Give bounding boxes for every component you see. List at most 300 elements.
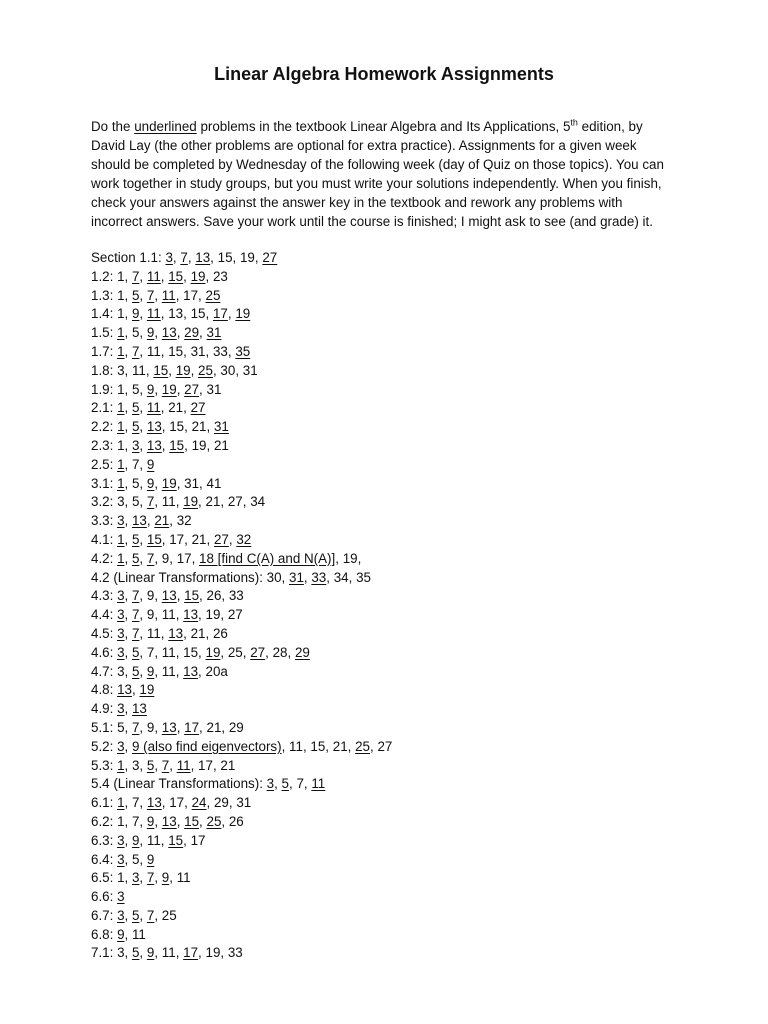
section-label: 5.4 (Linear Transformations): — [91, 776, 267, 792]
section-label: 6.7: — [91, 907, 118, 923]
assignment-row: Section 1.1: 3, 7, 13, 15, 19, 27 — [91, 250, 278, 265]
optional-problem: 26 — [206, 588, 222, 604]
optional-problem: 5 — [131, 325, 140, 341]
required-problem: 7 — [146, 870, 155, 886]
required-problem: 1 — [117, 325, 125, 341]
optional-problem: 29 — [228, 719, 244, 735]
intro-text: Do the — [91, 119, 135, 134]
assignment-row: 1.7: 1, 7, 11, 15, 31, 33, 35 — [91, 343, 251, 359]
required-problem: 7 — [131, 343, 140, 359]
optional-problem: 41 — [206, 475, 222, 491]
optional-problem: 7 — [131, 456, 140, 472]
assignment-row: 4.9: 3, 13 — [91, 701, 147, 717]
required-problem: 13 — [146, 795, 162, 811]
optional-problem: 23 — [212, 268, 228, 284]
intro-text: work together in study groups, but you must write your solutions independently. When you finish, — [91, 176, 662, 191]
required-problem: 7 — [146, 287, 155, 303]
required-problem: 17 — [184, 719, 200, 735]
optional-problem: 21 — [220, 757, 236, 773]
section-label: 4.3: — [91, 588, 118, 604]
required-problem: 3 — [117, 738, 125, 754]
required-problem: 9 (also find eigenvectors) — [131, 738, 282, 754]
required-problem: 19 — [190, 268, 206, 284]
required-problem: 19 — [139, 682, 155, 698]
required-problem: 15 — [184, 813, 200, 829]
optional-problem: 27 — [377, 738, 393, 754]
optional-problem: 1 — [117, 287, 125, 303]
required-problem: 15 — [168, 268, 184, 284]
section-label: 5.2: — [91, 738, 118, 754]
assignment-row: 6.4: 3, 5, 9 — [91, 851, 155, 867]
required-problem: 9 — [161, 870, 170, 886]
section-label: 4.4: — [91, 607, 118, 623]
optional-problem: 19 — [342, 550, 358, 566]
required-problem: 27 — [184, 381, 200, 397]
optional-problem: 19 — [191, 437, 207, 453]
optional-problem: 21 — [205, 494, 221, 510]
section-label: 3.1: — [91, 475, 118, 491]
optional-problem: 17 — [190, 832, 206, 848]
required-problem: 13 — [183, 607, 199, 623]
optional-problem: 11 — [146, 832, 161, 848]
optional-problem: 9 — [161, 550, 170, 566]
section-label: 1.4: — [91, 306, 118, 322]
required-problem: 7 — [161, 757, 170, 773]
required-problem: 15 — [168, 832, 184, 848]
section-label: 5.1: — [91, 719, 118, 735]
required-problem: 18 [find C(A) and N(A)] — [199, 550, 336, 566]
required-problem: 7 — [131, 625, 140, 641]
required-problem: 11 — [146, 400, 161, 416]
required-problem: 3 — [266, 776, 275, 792]
required-problem: 5 — [131, 907, 140, 923]
assignment-row: 2.1: 1, 5, 11, 21, 27 — [91, 400, 206, 416]
section-label: 4.2: — [91, 550, 118, 566]
required-problem: 5 — [131, 531, 140, 547]
section-label: 4.8: — [91, 682, 118, 698]
required-problem: 11 — [161, 287, 176, 303]
section-label: 4.2 (Linear Transformations): — [91, 569, 267, 585]
optional-problem: 15 — [190, 306, 206, 322]
required-problem: 3 — [117, 644, 125, 660]
optional-problem: 19 — [239, 250, 255, 265]
required-problem: 1 — [117, 531, 125, 547]
assignment-row: 5.2: 3, 9 (also find eigenvectors), 11, 15, 21, 25, 27 — [91, 738, 393, 754]
intro-text: David Lay (the other problems are optional for extra practice). Assignments for a given week — [91, 138, 637, 153]
required-problem: 5 — [131, 287, 140, 303]
required-problem: 7 — [180, 250, 188, 265]
intro-text: check your answers against the answer key in the textbook and rework any problems with — [91, 195, 623, 210]
required-problem: 25 — [205, 287, 221, 303]
optional-problem: 15 — [169, 419, 185, 435]
required-problem: 9 — [131, 832, 140, 848]
required-problem: 3 — [131, 437, 140, 453]
optional-problem: 17 — [169, 795, 185, 811]
required-problem: 31 — [289, 569, 304, 585]
section-label: 1.5: — [91, 325, 118, 341]
required-problem: 1 — [117, 550, 125, 566]
required-problem: 15 — [146, 531, 162, 547]
assignment-row: 5.4 (Linear Transformations): 3, 5, 7, 11 — [91, 776, 326, 792]
required-problem: 13 — [131, 701, 147, 717]
optional-problem: 1 — [117, 268, 125, 284]
required-problem: 13 — [168, 625, 184, 641]
required-problem: 13 — [195, 250, 211, 265]
optional-problem: 5 — [131, 851, 140, 867]
required-problem: 19 — [161, 475, 177, 491]
assignment-row: 1.8: 3, 11, 15, 19, 25, 30, 31 — [91, 362, 258, 378]
intro-text: incorrect answers. Save your work until the course is finished; I might ask to see (and grade) it. — [91, 214, 653, 229]
required-problem: 15 — [169, 437, 185, 453]
section-label: 6.8: — [91, 926, 118, 942]
optional-problem: 11 — [289, 738, 303, 754]
optional-problem: 27 — [227, 607, 243, 623]
required-problem: 25 — [355, 738, 371, 754]
assignment-row: 6.8: 9, 11 — [91, 926, 146, 942]
section-label: 1.9: — [91, 381, 118, 397]
required-problem: 11 — [146, 306, 161, 322]
assignment-row: 2.5: 1, 7, 9 — [91, 456, 155, 472]
required-problem: 27 — [250, 644, 266, 660]
required-problem: 3 — [117, 907, 125, 923]
required-problem: 7 — [146, 494, 155, 510]
optional-problem: 11 — [161, 644, 176, 660]
section-label: 4.9: — [91, 701, 118, 717]
optional-problem: 11 — [131, 362, 146, 378]
required-problem: 1 — [117, 343, 125, 359]
optional-problem: 1 — [117, 381, 125, 397]
assignment-row: 6.5: 1, 3, 7, 9, 11 — [91, 870, 191, 886]
optional-problem: 3 — [117, 663, 125, 679]
assignment-row: 6.1: 1, 7, 13, 17, 24, 29, 31 — [91, 795, 252, 811]
assignment-row: 1.4: 1, 9, 11, 13, 15, 17, 19 — [91, 306, 251, 322]
section-label: 2.3: — [91, 437, 118, 453]
required-problem: 32 — [236, 531, 252, 547]
optional-problem: 3 — [117, 945, 125, 961]
required-problem: 5 — [131, 663, 140, 679]
optional-problem: 5 — [131, 475, 140, 491]
assignment-row — [91, 888, 711, 907]
required-problem: 1 — [117, 757, 125, 773]
required-problem: 29 — [184, 325, 200, 341]
assignment-row: 4.6: 3, 5, 7, 11, 15, 19, 25, 27, 28, 29 — [91, 644, 310, 660]
required-problem: 5 — [131, 400, 140, 416]
required-problem: 3 — [117, 851, 125, 867]
optional-problem: 7 — [131, 795, 140, 811]
optional-problem: 29 — [213, 795, 229, 811]
required-problem: 9 — [117, 926, 125, 942]
optional-problem: 31 — [236, 795, 252, 811]
optional-problem: 11 — [131, 926, 146, 942]
section-label: 4.1: — [91, 531, 118, 547]
required-problem: 1 — [117, 795, 125, 811]
required-problem: 9 — [146, 456, 155, 472]
required-problem: 1 — [117, 419, 125, 435]
section-label: 1.7: — [91, 343, 118, 359]
optional-problem: 1 — [117, 870, 125, 886]
optional-problem: 33 — [227, 945, 243, 961]
optional-problem: 21 — [191, 419, 207, 435]
section-label: 6.3: — [91, 832, 118, 848]
assignment-row: 5.1: 5, 7, 9, 13, 17, 21, 29 — [91, 719, 244, 735]
optional-problem: 11 — [146, 625, 161, 641]
required-problem: 5 — [281, 776, 289, 792]
required-problem: 9 — [146, 325, 155, 341]
section-label: 4.7: — [91, 663, 118, 679]
assignment-row: 6.3: 3, 9, 11, 15, 17 — [91, 832, 206, 848]
page-title: Linear Algebra Homework Assignments — [214, 64, 554, 84]
intro-line — [91, 174, 701, 193]
section-label: 1.2: — [91, 268, 118, 284]
optional-problem: 11 — [161, 607, 176, 623]
optional-problem: 30 — [220, 362, 236, 378]
required-problem: 9 — [146, 475, 155, 491]
optional-problem: 7 — [131, 813, 140, 829]
required-problem: 13 — [161, 325, 177, 341]
required-problem: 11 — [176, 757, 191, 773]
required-problem: 24 — [191, 795, 207, 811]
optional-problem: 1 — [117, 437, 125, 453]
optional-problem: 34 — [333, 569, 349, 585]
required-problem: 27 — [213, 531, 229, 547]
section-label: 6.2: — [91, 813, 118, 829]
required-problem: 13 — [183, 663, 199, 679]
section-label: 6.5: — [91, 870, 118, 886]
required-problem: 1 — [117, 400, 125, 416]
intro-text: edition, by — [577, 119, 643, 134]
required-problem: 3 — [131, 870, 140, 886]
section-label: Section 1.1: — [91, 250, 166, 265]
optional-problem: 15 — [217, 250, 233, 265]
optional-problem: 3 — [117, 362, 125, 378]
assignment-row: 1.3: 1, 5, 7, 11, 17, 25 — [91, 287, 221, 303]
section-label: 1.3: — [91, 287, 118, 303]
required-problem: 7 — [131, 268, 140, 284]
required-problem: 7 — [131, 607, 140, 623]
optional-problem: 34 — [250, 494, 266, 510]
required-problem: 21 — [154, 513, 170, 529]
optional-problem: 32 — [176, 513, 192, 529]
optional-problem: 30 — [266, 569, 282, 585]
required-problem: 3 — [117, 701, 125, 717]
required-problem: 13 — [131, 513, 147, 529]
optional-problem: 15 — [168, 343, 184, 359]
required-problem: 13 — [161, 588, 177, 604]
required-problem: 13 — [117, 682, 132, 698]
optional-problem: 13 — [168, 306, 184, 322]
optional-problem: 1 — [117, 306, 125, 322]
underlined-text: underlined — [134, 119, 197, 134]
optional-problem: 26 — [212, 625, 228, 641]
required-problem: 7 — [131, 588, 140, 604]
optional-problem: 1 — [117, 813, 125, 829]
optional-problem: 17 — [198, 757, 213, 773]
assignment-list — [91, 249, 711, 963]
optional-problem: 7 — [296, 776, 304, 792]
section-label: 5.3: — [91, 757, 118, 773]
intro-line — [91, 193, 701, 212]
optional-problem: 31 — [242, 362, 258, 378]
optional-problem: 33 — [212, 343, 228, 359]
required-problem: 31 — [213, 419, 229, 435]
required-problem: 25 — [206, 813, 222, 829]
optional-problem: 9 — [146, 607, 155, 623]
intro-line — [91, 212, 701, 231]
optional-problem: 11 — [146, 343, 161, 359]
optional-problem: 5 — [131, 494, 140, 510]
optional-problem: 17 — [169, 531, 185, 547]
optional-problem: 21 — [332, 738, 348, 754]
section-label: 6.6: — [91, 889, 118, 905]
optional-problem: 11 — [161, 494, 176, 510]
required-problem: 1 — [117, 475, 125, 491]
optional-problem: 19 — [205, 607, 221, 623]
optional-problem: 35 — [356, 569, 371, 585]
optional-problem: 15 — [183, 644, 199, 660]
optional-problem: 31 — [190, 343, 206, 359]
required-problem: 13 — [161, 719, 177, 735]
required-problem: 7 — [131, 719, 140, 735]
required-problem: 3 — [117, 588, 125, 604]
optional-problem: 17 — [183, 287, 199, 303]
assignment-row: 7.1: 3, 5, 9, 11, 17, 19, 33 — [91, 945, 243, 961]
optional-problem: 28 — [272, 644, 288, 660]
required-problem: 3 — [117, 889, 125, 905]
required-problem: 7 — [146, 907, 155, 923]
required-problem: 27 — [262, 250, 278, 265]
assignment-row: 4.2 (Linear Transformations): 30, 31, 33, 34, 35 — [91, 569, 371, 585]
required-problem: 29 — [294, 644, 310, 660]
section-label: 4.6: — [91, 644, 118, 660]
required-problem: 7 — [146, 550, 155, 566]
required-problem: 15 — [153, 362, 169, 378]
optional-problem: 27 — [227, 494, 243, 510]
assignment-row: 4.5: 3, 7, 11, 13, 21, 26 — [91, 625, 228, 641]
intro-paragraph — [91, 117, 701, 231]
assignment-row: 4.8: 13, 19 — [91, 682, 155, 698]
required-problem: 31 — [206, 325, 222, 341]
required-problem: 35 — [235, 343, 251, 359]
required-problem: 5 — [131, 644, 140, 660]
intro-line — [91, 136, 701, 155]
required-problem: 25 — [198, 362, 213, 378]
required-problem: 33 — [311, 569, 327, 585]
optional-problem: 25 — [161, 907, 177, 923]
required-problem: 17 — [183, 945, 199, 961]
required-problem: 9 — [146, 663, 155, 679]
optional-problem: 20a — [205, 663, 228, 679]
assignment-row: 4.1: 1, 5, 15, 17, 21, 27, 32 — [91, 531, 252, 547]
intro-text: problems in the textbook Linear Algebra and Its Applications, 5 — [196, 119, 571, 134]
required-problem: 13 — [161, 813, 177, 829]
intro-line — [91, 155, 701, 174]
section-label: 3.2: — [91, 494, 118, 510]
required-problem: 9 — [146, 381, 155, 397]
required-problem: 9 — [146, 851, 155, 867]
required-problem: 9 — [146, 945, 155, 961]
section-label: 4.5: — [91, 625, 118, 641]
optional-problem: 21 — [190, 625, 206, 641]
optional-problem: 3 — [131, 757, 140, 773]
section-label: 7.1: — [91, 945, 118, 961]
assignment-row: 6.2: 1, 7, 9, 13, 15, 25, 26 — [91, 813, 244, 829]
assignment-row: 5.3: 1, 3, 5, 7, 11, 17, 21 — [91, 757, 236, 773]
required-problem: 19 — [161, 381, 177, 397]
required-problem: 5 — [146, 757, 155, 773]
section-label: 6.1: — [91, 795, 118, 811]
required-problem: 3 — [117, 607, 125, 623]
assignment-row: 1.9: 1, 5, 9, 19, 27, 31 — [91, 381, 222, 397]
required-problem: 17 — [212, 306, 228, 322]
required-problem: 19 — [183, 494, 199, 510]
required-problem: 15 — [184, 588, 200, 604]
optional-problem: 26 — [228, 813, 244, 829]
optional-problem: 33 — [228, 588, 244, 604]
section-label: 2.1: — [91, 400, 118, 416]
optional-problem: 15 — [310, 738, 326, 754]
optional-problem: 19 — [205, 945, 221, 961]
required-problem: 13 — [146, 419, 162, 435]
assignment-row: 4.3: 3, 7, 9, 13, 15, 26, 33 — [91, 588, 244, 604]
optional-problem: 31 — [206, 381, 222, 397]
intro-line — [91, 117, 701, 136]
optional-problem: 9 — [146, 588, 155, 604]
assignment-row: 1.2: 1, 7, 11, 15, 19, 23 — [91, 268, 228, 284]
required-problem: 9 — [146, 813, 155, 829]
optional-problem: 21 — [213, 437, 229, 453]
assignment-row: 2.2: 1, 5, 13, 15, 21, 31 — [91, 419, 229, 435]
required-problem: 5 — [131, 945, 140, 961]
superscript-text: th — [570, 117, 578, 128]
section-label: 3.3: — [91, 513, 118, 529]
assignment-row: 1.5: 1, 5, 9, 13, 29, 31 — [91, 325, 222, 341]
section-label: 1.8: — [91, 362, 118, 378]
required-problem: 11 — [146, 268, 161, 284]
required-problem: 13 — [146, 437, 162, 453]
intro-text: should be completed by Wednesday of the following week (day of Quiz on those topics). You can — [91, 157, 664, 172]
optional-problem: 9 — [146, 719, 155, 735]
required-problem: 27 — [190, 400, 206, 416]
optional-problem: 25 — [227, 644, 243, 660]
optional-problem: 7 — [146, 644, 155, 660]
section-label: 6.4: — [91, 851, 118, 867]
section-label: 2.5: — [91, 456, 118, 472]
assignment-row: 4.2: 1, 5, 7, 9, 17, 18 [find C(A) and N(A)], 19, — [91, 550, 362, 566]
section-label: 2.2: — [91, 419, 118, 435]
required-problem: 3 — [165, 250, 173, 265]
assignment-row: 3.2: 3, 5, 7, 11, 19, 21, 27, 34 — [91, 494, 266, 510]
required-problem: 19 — [175, 362, 191, 378]
assignment-row: 3.3: 3, 13, 21, 32 — [91, 513, 192, 529]
required-problem: 19 — [235, 306, 251, 322]
assignment-row: 3.1: 1, 5, 9, 19, 31, 41 — [91, 475, 222, 491]
required-problem: 3 — [117, 625, 125, 641]
required-problem: 19 — [205, 644, 221, 660]
assignment-row: 4.4: 3, 7, 9, 11, 13, 19, 27 — [91, 607, 243, 623]
optional-problem: 11 — [161, 945, 176, 961]
assignment-row: 2.3: 1, 3, 13, 15, 19, 21 — [91, 437, 229, 453]
optional-problem: 5 — [117, 719, 125, 735]
optional-problem: 5 — [131, 381, 140, 397]
required-problem: 5 — [131, 419, 140, 435]
trailing-punctuation: , — [357, 550, 362, 566]
required-problem: 9 — [131, 306, 140, 322]
optional-problem: 31 — [184, 475, 200, 491]
assignment-row: 6.7: 3, 5, 7, 25 — [91, 907, 177, 923]
optional-problem: 11 — [161, 663, 176, 679]
required-problem: 1 — [117, 456, 125, 472]
required-problem: 3 — [117, 513, 125, 529]
